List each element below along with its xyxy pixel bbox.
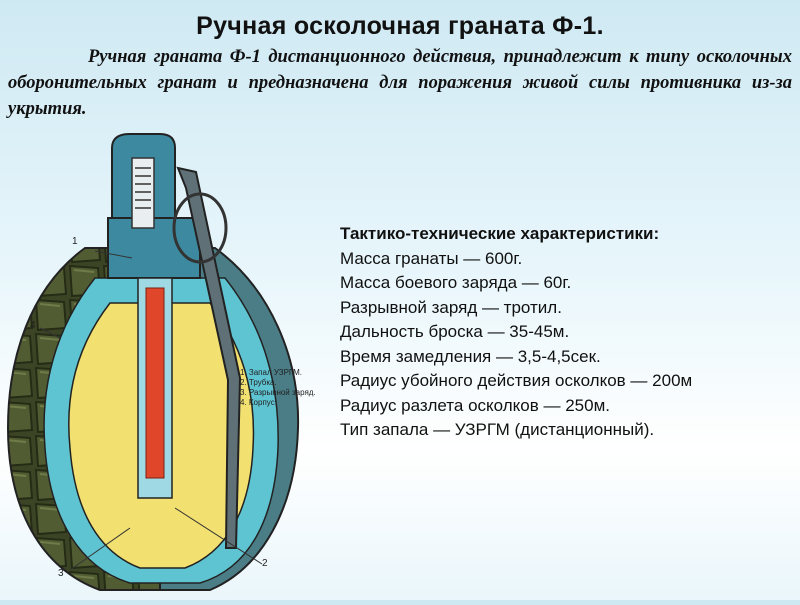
spec-item: Дальность броска — 35-45м.	[340, 322, 570, 341]
callout-1: 1	[72, 236, 78, 247]
spec-item: Радиус убойного действия осколков — 200м	[340, 371, 693, 390]
specs-heading: Тактико-технические характеристики:	[340, 224, 660, 243]
callout-3: 3	[58, 568, 64, 579]
tube-core	[146, 288, 164, 478]
legend-item: 2. Трубка.	[240, 378, 277, 387]
specs-block	[340, 222, 800, 443]
spec-item: Время замедления — 3,5-4,5сек.	[340, 346, 601, 366]
legend-item: 1. Запал УЗРГМ.	[240, 368, 302, 377]
spec-item: Радиус разлета осколков — 250м.	[340, 395, 610, 415]
grenade-cutaway-diagram	[0, 128, 340, 600]
slide-title: Ручная осколочная граната Ф-1.	[196, 12, 604, 40]
grenade-illustration	[0, 128, 340, 600]
intro-paragraph: Ручная граната Ф-1 дистанционного действия, принадлежит к типу осколочных оборонительных гранат и предназначена для поражения живой силы противника из-за укрытия.	[8, 47, 792, 119]
diagram-legend	[240, 368, 316, 408]
spec-item: Тип запала — УЗРГМ (дистанционный).	[340, 420, 655, 439]
spec-item: Масса гранаты — 600г.	[340, 248, 523, 268]
callout-2: 2	[262, 558, 268, 569]
spec-item: Масса боевого заряда — 60г.	[340, 273, 572, 292]
legend-item: 4. Корпус.	[240, 398, 277, 407]
callout-4: 4	[30, 320, 36, 331]
legend-item: 3. Разрывной заряд.	[240, 388, 316, 397]
spec-item: Разрывной заряд — тротил.	[340, 297, 562, 317]
